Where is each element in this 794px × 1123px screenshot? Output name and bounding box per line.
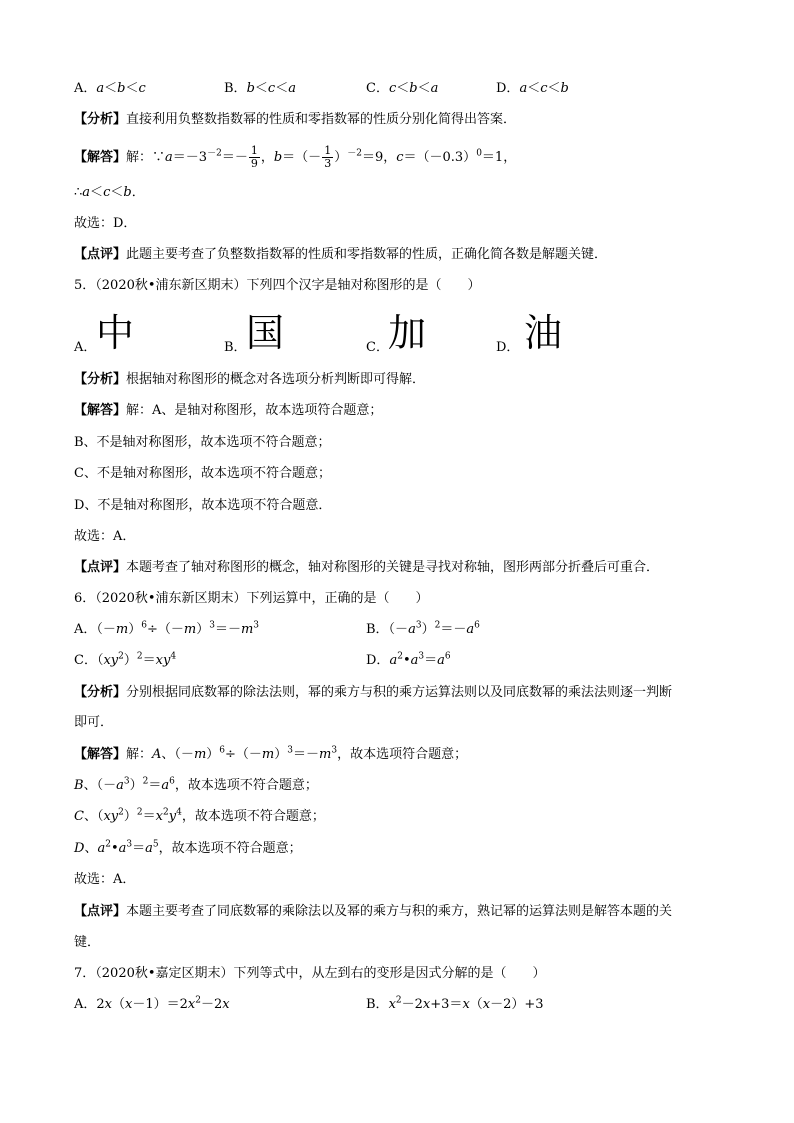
q5-option-d-letter: D． [496, 340, 520, 355]
q4-choice: 故选：D． [74, 216, 137, 231]
q6-answer: 【解答】解：A、$(-m)^6\div(-m)^3=-m^3$，故本选项符合题意； [74, 745, 468, 762]
q6-option-c: C．$(xy^2)^2=xy^4$ [74, 651, 177, 668]
q5-stem: 5．（2020秋•浦东新区期末）下列四个汉字是轴对称图形的是（ ） [74, 278, 481, 293]
q6-option-b: B．$(-a^3)^2=-a^6$ [366, 620, 480, 637]
q7-option-a: A．$2x(x-1)=2x^2-2x$ [74, 995, 230, 1012]
q6-comment-cont: 键． [74, 935, 101, 950]
q5-option-b-letter: B． [224, 340, 247, 355]
q6-option-d: D．$a^2•a^3=a^6$ [366, 651, 451, 668]
q6-answer-c: C、$(xy^2)^2=x^2y^4$，故本选项不符合题意； [74, 807, 325, 824]
q6-analysis: 【分析】分别根据同底数幂的除法法则，幂的乘方与积的乘方运算法则以及同底数幂的乘法法则逐一判断 [74, 685, 673, 700]
q5-option-d-glyph: 油 [524, 311, 563, 355]
q4-option-a: A．a＜b＜c [74, 81, 146, 96]
q4-option-b: B．b＜c＜a [224, 81, 296, 96]
q5-answer: 【解答】解：A、是轴对称图形，故本选项符合题意； [74, 403, 383, 418]
q6-choice: 故选：A． [74, 872, 136, 887]
q5-option-c-letter: C． [366, 340, 389, 355]
q7-option-b: B．$x^2-2x+3=x(x-2)+3$ [366, 995, 544, 1012]
q5-option-b-glyph: 国 [246, 311, 285, 355]
q7-stem: 7．（2020秋•嘉定区期末）下列等式中，从左到右的变形是因式分解的是（ ） [74, 966, 546, 981]
q4-conclusion: ∴a＜c＜b． [74, 185, 145, 200]
q5-answer-c: C、不是轴对称图形，故本选项不符合题意； [74, 466, 331, 481]
q5-choice: 故选：A． [74, 529, 136, 544]
q6-option-a: A．$(-m)^6\div(-m)^3=-m^3$ [74, 620, 260, 637]
q6-stem: 6．（2020秋•浦东新区期末）下列运算中，正确的是（ ） [74, 591, 429, 606]
q5-option-a-glyph: 中 [96, 311, 135, 355]
q4-option-d: D．a＜c＜b [496, 81, 569, 96]
q6-comment: 【点评】本题主要考查了同底数幂的乘除法以及幂的乘方与积的乘方，熟记幂的运算法则是解答本题的关 [74, 904, 673, 919]
q4-analysis: 【分析】直接利用负整数指数幂的性质和零指数幂的性质分别化简得出答案． [74, 112, 517, 127]
q5-answer-d: D、不是轴对称图形，故本选项不符合题意． [74, 498, 332, 513]
q6-analysis-cont: 即可． [74, 715, 114, 730]
q5-answer-b: B、不是轴对称图形，故本选项不符合题意； [74, 435, 331, 450]
q4-answer: 【解答】解：$\because a=-3^{-2}=-$ $\frac{1}{9}$ ，b＝（－ $\frac{1}{3}$ ）$^{-2}$＝9，$c=(-0.3)^0=1$， [74, 144, 517, 170]
q6-answer-d: D、$a^2•a^3=a^5$，故本选项不符合题意； [74, 839, 302, 856]
q4-option-c: C．c＜b＜a [366, 81, 439, 96]
fraction-one-ninth: $\frac{1}{9}$ [250, 144, 258, 170]
q5-analysis: 【分析】根据轴对称图形的概念对各选项分析判断即可得解． [74, 372, 426, 387]
q4-comment: 【点评】此题主要考查了负整数指数幂的性质和零指数幂的性质，正确化简各数是解题关键． [74, 247, 608, 262]
q6-answer-b: B、$(-a^3)^2=a^6$，故本选项不符合题意； [74, 776, 318, 793]
q5-option-c-glyph: 加 [388, 311, 427, 355]
fraction-one-third: $\frac{1}{3}$ [324, 144, 332, 170]
q5-comment: 【点评】本题考查了轴对称图形的概念，轴对称图形的关键是寻找对称轴，图形两部分折叠后可重合． [74, 560, 660, 575]
q5-option-a-letter: A． [74, 340, 97, 355]
